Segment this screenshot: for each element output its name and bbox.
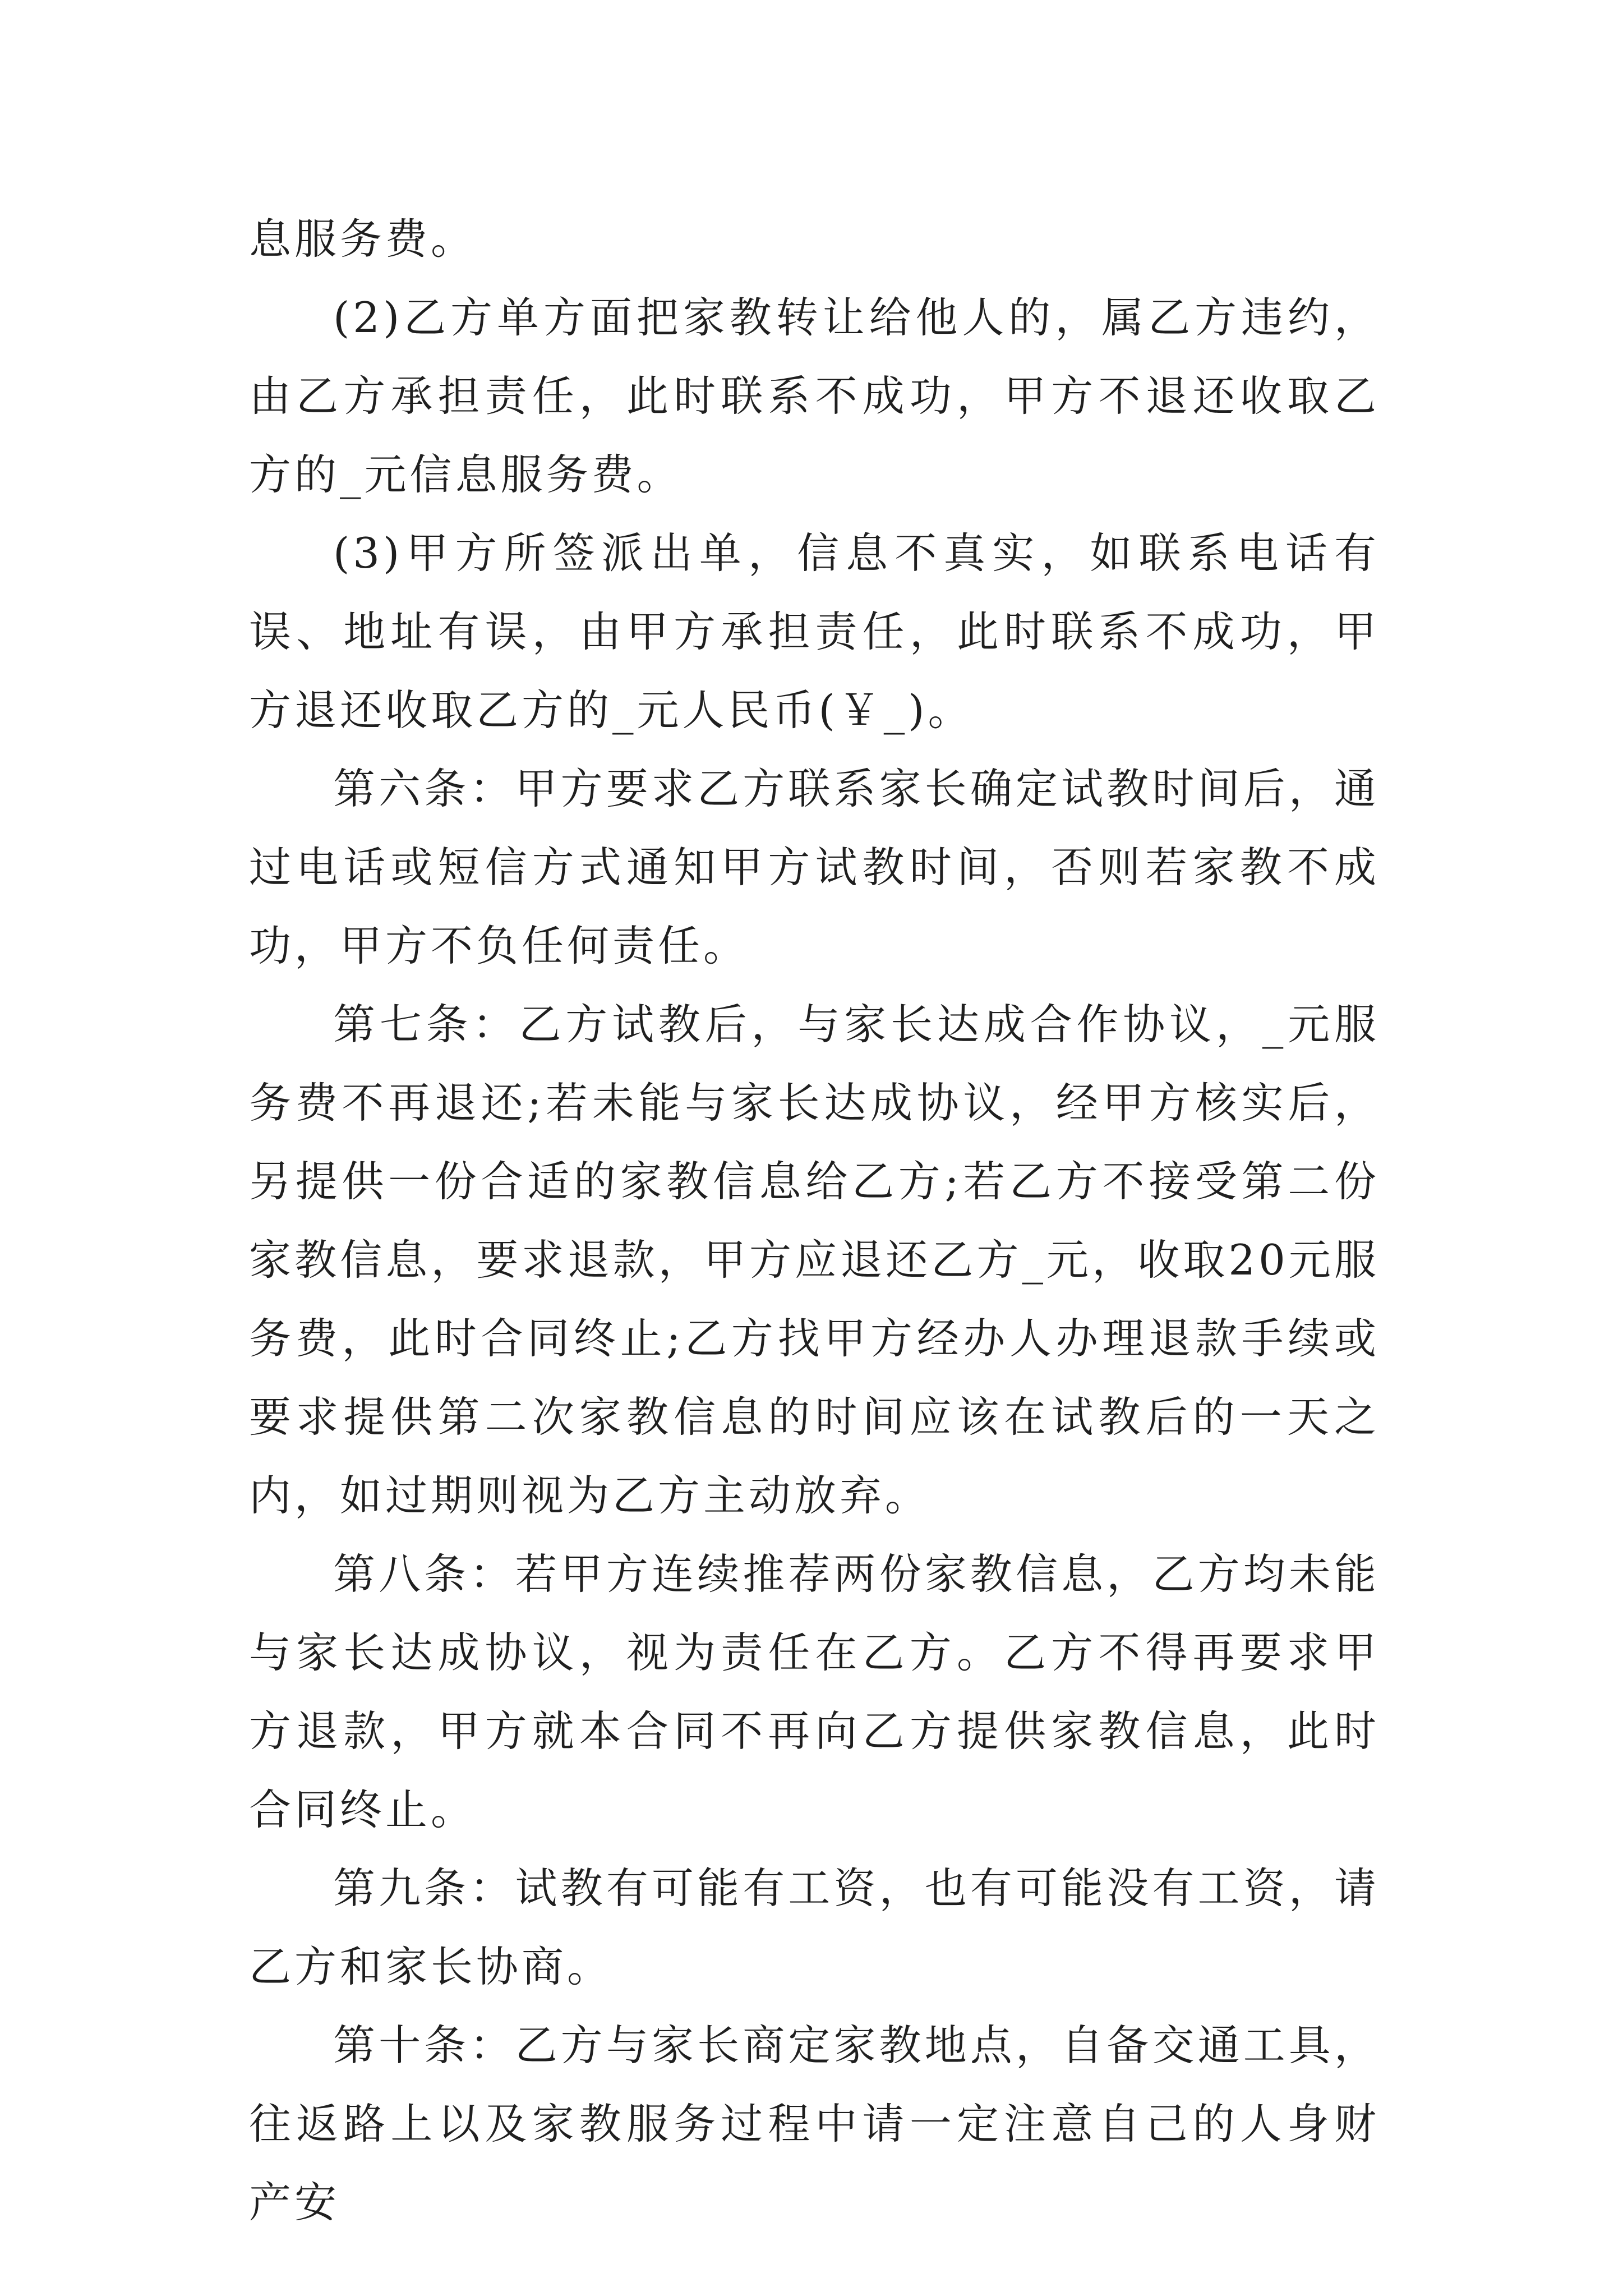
paragraph-article-10: 第十条：乙方与家长商定家教地点，自备交通工具，往返路上以及家教服务过程中请一定注意自己的人身财产安	[249, 2021, 1380, 2227]
paragraph-article-7: 第七条：乙方试教后，与家长达成合作协议，_元服务费不再退还;若未能与家长达成协议，经甲方核实后，另提供一份合适的家教信息给乙方;若乙方不接受第二份家教信息，要求退款，甲方应退还乙方_元，收取20元服务费，此时合同终止;乙方找甲方经办人办理退款手续或要求提供第二次家教信息的时间应该在试教后的一天之内，如过期则视为乙方主动放弃。	[249, 1000, 1380, 1520]
paragraph-article-8: 第八条：若甲方连续推荐两份家教信息，乙方均未能与家长达成协议，视为责任在乙方。乙方不得再要求甲方退款，甲方就本合同不再向乙方提供家教信息，此时合同终止。	[249, 1549, 1380, 1834]
paragraph-clause-5-2: (2)乙方单方面把家教转让给他人的，属乙方违约，由乙方承担责任，此时联系不成功，甲方不退还收取乙方的_元信息服务费。	[249, 293, 1380, 499]
document-body	[249, 200, 1380, 2242]
paragraph-article-9: 第九条：试教有可能有工资，也有可能没有工资，请乙方和家长协商。	[249, 1864, 1380, 1991]
paragraph-continuation: 息服务费。	[249, 214, 477, 264]
paragraph-article-6: 第六条：甲方要求乙方联系家长确定试教时间后，通过电话或短信方式通知甲方试教时间，否则若家教不成功，甲方不负任何责任。	[249, 764, 1380, 970]
paragraph-clause-5-3: (3)甲方所签派出单，信息不真实，如联系电话有误、地址有误，由甲方承担责任，此时联系不成功，甲方退还收取乙方的_元人民币(￥_)。	[249, 528, 1380, 735]
